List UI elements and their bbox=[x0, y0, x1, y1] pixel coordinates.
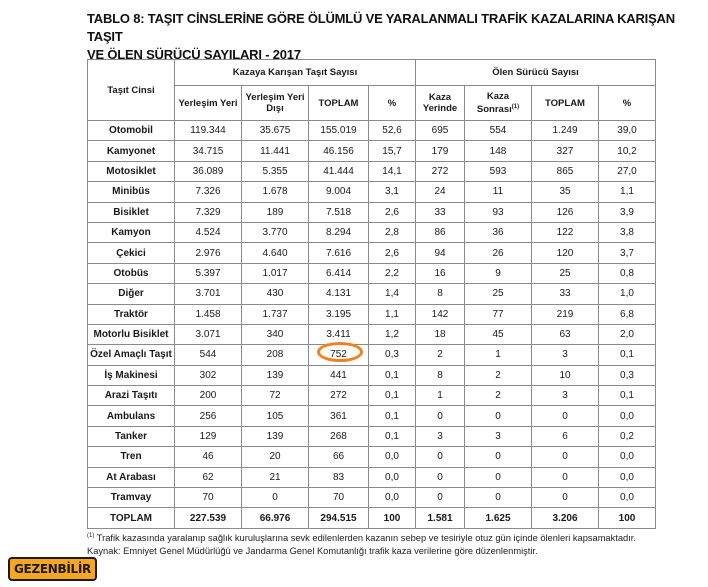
value-cell: 3,8 bbox=[599, 222, 656, 242]
value-cell: 256 bbox=[175, 406, 242, 426]
value-cell: 62 bbox=[175, 467, 242, 487]
table-row bbox=[88, 222, 656, 242]
value-cell: 0,3 bbox=[369, 345, 416, 365]
value-cell: 3.701 bbox=[175, 284, 242, 304]
vehicle-type-cell: Kamyon bbox=[88, 222, 175, 242]
value-cell: 7.616 bbox=[309, 243, 369, 263]
vehicle-type-cell: Ambulans bbox=[88, 406, 175, 426]
table-row bbox=[88, 141, 656, 161]
value-cell: 26 bbox=[465, 243, 532, 263]
watermark-logo: GEZENBİLİR bbox=[8, 557, 97, 581]
value-cell: 1.017 bbox=[242, 263, 309, 283]
value-cell: 0,8 bbox=[599, 263, 656, 283]
value-cell: 0,1 bbox=[369, 426, 416, 446]
value-cell: 3,1 bbox=[369, 182, 416, 202]
value-cell: 35.675 bbox=[242, 121, 309, 141]
value-cell: 155.019 bbox=[309, 121, 369, 141]
value-cell: 46.156 bbox=[309, 141, 369, 161]
value-cell: 1,0 bbox=[599, 284, 656, 304]
header-rural: Yerleşim Yeri Dışı bbox=[242, 86, 309, 121]
value-cell: 3,9 bbox=[599, 202, 656, 222]
value-cell: 93 bbox=[465, 202, 532, 222]
value-cell: 0 bbox=[532, 406, 599, 426]
vehicle-type-cell: Motosiklet bbox=[88, 161, 175, 181]
value-cell: 18 bbox=[416, 324, 465, 344]
value-cell: 139 bbox=[242, 426, 309, 446]
vehicle-type-cell: İş Makinesi bbox=[88, 365, 175, 385]
value-cell: 25 bbox=[532, 263, 599, 283]
value-cell: 0 bbox=[465, 447, 532, 467]
header-vehicle-type: Taşıt Cinsi bbox=[88, 60, 175, 121]
value-cell: 865 bbox=[532, 161, 599, 181]
value-cell: 189 bbox=[242, 202, 309, 222]
highlight-circle bbox=[317, 342, 363, 362]
value-cell: 3.195 bbox=[309, 304, 369, 324]
value-cell: 63 bbox=[532, 324, 599, 344]
vehicle-type-cell: Motorlu Bisiklet bbox=[88, 324, 175, 344]
value-cell: 3,7 bbox=[599, 243, 656, 263]
value-cell: 0,1 bbox=[369, 406, 416, 426]
header-group-vehicles: Kazaya Karışan Taşıt Sayısı bbox=[175, 60, 416, 86]
header-driver-total: TOPLAM bbox=[532, 86, 599, 121]
value-cell: 695 bbox=[416, 121, 465, 141]
value-cell: 0,0 bbox=[599, 488, 656, 508]
value-cell: 72 bbox=[242, 386, 309, 406]
value-cell: 0 bbox=[242, 488, 309, 508]
table-row bbox=[88, 488, 656, 508]
vehicle-type-cell: Otobüs bbox=[88, 263, 175, 283]
value-cell: 14,1 bbox=[369, 161, 416, 181]
value-cell: 1.625 bbox=[465, 508, 532, 528]
vehicle-type-cell: Traktör bbox=[88, 304, 175, 324]
value-cell: 120 bbox=[532, 243, 599, 263]
value-cell: 3 bbox=[532, 345, 599, 365]
value-cell: 70 bbox=[175, 488, 242, 508]
value-cell: 4.131 bbox=[309, 284, 369, 304]
value-cell: 10,2 bbox=[599, 141, 656, 161]
table-row bbox=[88, 406, 656, 426]
footnote-1: $^{(1)}$ Trafik kazasında yaralanıp sağlık kuruluşlarına sevk edilenlerden kazanın sebep ve tesiriyle otuz gün içinde ölenleri kapsamaktadır. bbox=[87, 533, 636, 544]
value-cell: 0 bbox=[532, 488, 599, 508]
value-cell: 7.329 bbox=[175, 202, 242, 222]
value-cell: 9 bbox=[465, 263, 532, 283]
value-cell: 24 bbox=[416, 182, 465, 202]
value-cell: 25 bbox=[465, 284, 532, 304]
value-cell: 227.539 bbox=[175, 508, 242, 528]
value-cell: 0,3 bbox=[599, 365, 656, 385]
value-cell: 272 bbox=[309, 386, 369, 406]
value-cell: 2,8 bbox=[369, 222, 416, 242]
value-cell: 0,1 bbox=[369, 386, 416, 406]
value-cell: 0 bbox=[416, 447, 465, 467]
value-cell: 1,1 bbox=[369, 304, 416, 324]
value-cell: 33 bbox=[532, 284, 599, 304]
value-cell: 2 bbox=[465, 386, 532, 406]
table-row bbox=[88, 467, 656, 487]
value-cell: 100 bbox=[369, 508, 416, 528]
value-cell: 45 bbox=[465, 324, 532, 344]
value-cell: 46 bbox=[175, 447, 242, 467]
vehicle-type-cell: Tramvay bbox=[88, 488, 175, 508]
value-cell: 10 bbox=[532, 365, 599, 385]
value-cell: 20 bbox=[242, 447, 309, 467]
value-cell: 0,1 bbox=[369, 365, 416, 385]
value-cell: 0,0 bbox=[599, 447, 656, 467]
value-cell: 430 bbox=[242, 284, 309, 304]
value-cell: 0,1 bbox=[599, 386, 656, 406]
value-cell: 83 bbox=[309, 467, 369, 487]
value-cell: 6.414 bbox=[309, 263, 369, 283]
source-note: Kaynak: Emniyet Genel Müdürlüğü ve Jandarma Genel Komutanlığı trafik kaza verilerine göre düzenlenmiştir. bbox=[87, 546, 538, 557]
value-cell: 5.397 bbox=[175, 263, 242, 283]
vehicle-type-cell: Otomobil bbox=[88, 121, 175, 141]
value-cell: 272 bbox=[416, 161, 465, 181]
value-cell: 86 bbox=[416, 222, 465, 242]
value-cell: 1,2 bbox=[369, 324, 416, 344]
value-cell: 5.355 bbox=[242, 161, 309, 181]
value-cell: 16 bbox=[416, 263, 465, 283]
vehicle-type-cell: Tanker bbox=[88, 426, 175, 446]
value-cell: 1.249 bbox=[532, 121, 599, 141]
value-cell: 3 bbox=[532, 386, 599, 406]
header-driver-percent: % bbox=[599, 86, 656, 121]
value-cell: 36 bbox=[465, 222, 532, 242]
vehicle-type-cell: TOPLAM bbox=[88, 508, 175, 528]
table-row bbox=[88, 345, 656, 365]
header-group-drivers: Ölen Sürücü Sayısı bbox=[416, 60, 656, 86]
value-cell: 179 bbox=[416, 141, 465, 161]
title-line-1: TABLO 8: TAŞIT CİNSLERİNE GÖRE ÖLÜMLÜ VE YARALANMALI TRAFİK KAZALARINA KARIŞAN TAŞIT bbox=[87, 11, 675, 44]
table-title bbox=[87, 10, 687, 64]
value-cell: 70 bbox=[309, 488, 369, 508]
value-cell: 35 bbox=[532, 182, 599, 202]
value-cell: 100 bbox=[599, 508, 656, 528]
vehicle-type-cell: Diğer bbox=[88, 284, 175, 304]
value-cell: 2,6 bbox=[369, 202, 416, 222]
value-cell: 8.294 bbox=[309, 222, 369, 242]
vehicle-accident-table bbox=[87, 59, 656, 529]
value-cell: 9.004 bbox=[309, 182, 369, 202]
value-cell: 0 bbox=[532, 467, 599, 487]
value-cell: 0 bbox=[465, 488, 532, 508]
value-cell: 3.206 bbox=[532, 508, 599, 528]
vehicle-type-cell: At Arabası bbox=[88, 467, 175, 487]
value-cell: 27,0 bbox=[599, 161, 656, 181]
value-cell: 142 bbox=[416, 304, 465, 324]
value-cell: 6 bbox=[532, 426, 599, 446]
table-row bbox=[88, 243, 656, 263]
value-cell: 1.581 bbox=[416, 508, 465, 528]
value-cell: 2,6 bbox=[369, 243, 416, 263]
table-row bbox=[88, 161, 656, 181]
header-urban: Yerleşim Yeri bbox=[175, 86, 242, 121]
vehicle-type-cell: Minibüs bbox=[88, 182, 175, 202]
value-cell: 77 bbox=[465, 304, 532, 324]
value-cell: 11.441 bbox=[242, 141, 309, 161]
value-cell: 593 bbox=[465, 161, 532, 181]
table-row bbox=[88, 284, 656, 304]
value-cell: 327 bbox=[532, 141, 599, 161]
value-cell: 3 bbox=[416, 426, 465, 446]
value-cell: 0,0 bbox=[369, 467, 416, 487]
footnote-marker: (1) bbox=[511, 103, 520, 110]
value-cell: 1.678 bbox=[242, 182, 309, 202]
value-cell: 15,7 bbox=[369, 141, 416, 161]
value-cell: 126 bbox=[532, 202, 599, 222]
value-cell: 21 bbox=[242, 467, 309, 487]
value-cell: 3.770 bbox=[242, 222, 309, 242]
value-cell: 554 bbox=[465, 121, 532, 141]
value-cell: 340 bbox=[242, 324, 309, 344]
value-cell: 219 bbox=[532, 304, 599, 324]
value-cell: 0,0 bbox=[599, 467, 656, 487]
vehicle-type-cell: Tren bbox=[88, 447, 175, 467]
header-at-scene: Kaza Yerinde bbox=[416, 86, 465, 121]
value-cell: 294.515 bbox=[309, 508, 369, 528]
value-cell: 208 bbox=[242, 345, 309, 365]
value-cell: 0,0 bbox=[369, 488, 416, 508]
value-cell: 7.326 bbox=[175, 182, 242, 202]
table-row bbox=[88, 324, 656, 344]
value-cell: 119.344 bbox=[175, 121, 242, 141]
value-cell: 0 bbox=[416, 488, 465, 508]
table-row bbox=[88, 121, 656, 141]
header-vehicle-percent: % bbox=[369, 86, 416, 121]
vehicle-type-cell: Kamyonet bbox=[88, 141, 175, 161]
value-cell: 8 bbox=[416, 365, 465, 385]
value-cell: 105 bbox=[242, 406, 309, 426]
value-cell: 4.524 bbox=[175, 222, 242, 242]
value-cell: 0,1 bbox=[599, 345, 656, 365]
value-cell: 6,8 bbox=[599, 304, 656, 324]
value-cell: 1.458 bbox=[175, 304, 242, 324]
value-cell: 129 bbox=[175, 426, 242, 446]
value-cell: 0 bbox=[416, 467, 465, 487]
table-row bbox=[88, 304, 656, 324]
value-cell: 1,4 bbox=[369, 284, 416, 304]
value-cell: 361 bbox=[309, 406, 369, 426]
value-cell: 8 bbox=[416, 284, 465, 304]
value-cell: 3.411 bbox=[309, 324, 369, 344]
value-cell: 33 bbox=[416, 202, 465, 222]
value-cell: 441 bbox=[309, 365, 369, 385]
total-row bbox=[88, 508, 656, 528]
header-vehicle-total: TOPLAM bbox=[309, 86, 369, 121]
table-row bbox=[88, 202, 656, 222]
value-cell: 11 bbox=[465, 182, 532, 202]
value-cell: 0,2 bbox=[599, 426, 656, 446]
value-cell: 41.444 bbox=[309, 161, 369, 181]
value-cell: 2,2 bbox=[369, 263, 416, 283]
value-cell: 34.715 bbox=[175, 141, 242, 161]
table-row bbox=[88, 182, 656, 202]
value-cell: 1,1 bbox=[599, 182, 656, 202]
value-cell: 2 bbox=[416, 345, 465, 365]
value-cell: 268 bbox=[309, 426, 369, 446]
header-after-accident: Kaza Sonrası$^{(1)}$ bbox=[465, 86, 532, 121]
vehicle-type-cell: Çekici bbox=[88, 243, 175, 263]
value-cell: 36.089 bbox=[175, 161, 242, 181]
table-row bbox=[88, 447, 656, 467]
value-cell: 0,0 bbox=[369, 447, 416, 467]
table-row bbox=[88, 386, 656, 406]
value-cell: 122 bbox=[532, 222, 599, 242]
value-cell: 1.737 bbox=[242, 304, 309, 324]
value-cell: 3.071 bbox=[175, 324, 242, 344]
value-cell: 752 bbox=[309, 345, 369, 365]
value-cell: 52,6 bbox=[369, 121, 416, 141]
value-cell: 3 bbox=[465, 426, 532, 446]
value-cell: 200 bbox=[175, 386, 242, 406]
value-cell: 0 bbox=[465, 467, 532, 487]
value-cell: 148 bbox=[465, 141, 532, 161]
vehicle-type-cell: Özel Amaçlı Taşıt bbox=[88, 345, 175, 365]
table-row bbox=[88, 263, 656, 283]
value-cell: 94 bbox=[416, 243, 465, 263]
footnotes bbox=[87, 530, 687, 558]
value-cell: 4.640 bbox=[242, 243, 309, 263]
value-cell: 7.518 bbox=[309, 202, 369, 222]
value-cell: 39,0 bbox=[599, 121, 656, 141]
value-cell: 302 bbox=[175, 365, 242, 385]
value-cell: 66.976 bbox=[242, 508, 309, 528]
value-cell: 0,0 bbox=[599, 406, 656, 426]
value-cell: 0 bbox=[465, 406, 532, 426]
value-cell: 2,0 bbox=[599, 324, 656, 344]
table-row bbox=[88, 365, 656, 385]
vehicle-type-cell: Arazi Taşıtı bbox=[88, 386, 175, 406]
value-cell: 2.976 bbox=[175, 243, 242, 263]
title-line-2: VE ÖLEN SÜRÜCÜ SAYILARI - 2017 bbox=[87, 47, 301, 62]
vehicle-type-cell: Bisiklet bbox=[88, 202, 175, 222]
value-cell: 139 bbox=[242, 365, 309, 385]
value-cell: 1 bbox=[416, 386, 465, 406]
value-cell: 0 bbox=[532, 447, 599, 467]
value-cell: 1 bbox=[465, 345, 532, 365]
table-row bbox=[88, 426, 656, 446]
value-cell: 2 bbox=[465, 365, 532, 385]
value-cell: 66 bbox=[309, 447, 369, 467]
value-cell: 0 bbox=[416, 406, 465, 426]
value-cell: 544 bbox=[175, 345, 242, 365]
